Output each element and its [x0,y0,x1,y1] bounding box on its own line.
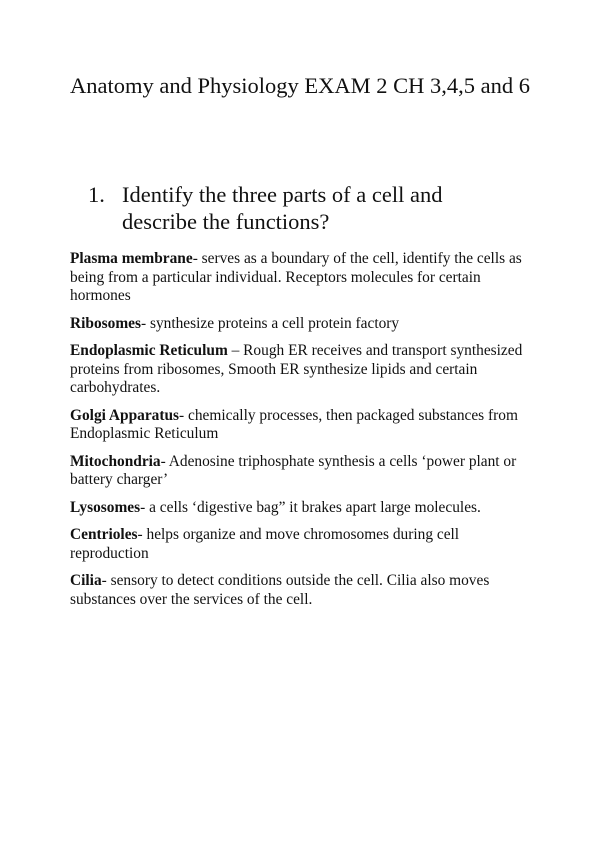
entry-term: Plasma membrane [70,250,193,267]
list-item [70,315,530,334]
list-item [70,407,530,444]
entry-term: Cilia [70,572,102,589]
entry-definition: – Rough ER receives and transport synthesized proteins from ribosomes, Smooth ER synthesize lipids and certain carbohydrates. [70,342,523,396]
document-title: Anatomy and Physiology EXAM 2 CH 3,4,5 and 6 [70,73,530,98]
question-number: 1. [88,182,105,207]
entry-term: Centrioles [70,526,138,543]
list-item [70,526,530,563]
entry-term: Lysosomes [70,498,141,516]
list-item [70,572,530,609]
question-heading [88,181,508,235]
entry-term: Golgi Apparatus [70,406,180,424]
entry-definition: - a cells ‘digestive bag” it brakes apart large molecules. [140,498,481,516]
entry-definition: - serves as a boundary of the cell, identify the cells as being from a particular individual. Receptors molecules for certain hormones [70,250,522,304]
question-text: Identify the three parts of a cell and describe the functions? [122,182,443,234]
entry-term: Endoplasmic Reticulum [70,342,228,359]
list-item [70,250,530,306]
entry-term: Ribosomes [70,314,141,332]
entry-term: Mitochondria [70,452,161,470]
entry-definition: - chemically processes, then packaged substances from Endoplasmic Reticulum [70,406,518,442]
entry-definition: - sensory to detect conditions outside the cell. Cilia also moves substances over the services of the cell. [70,572,490,608]
cell-parts-list [70,250,530,618]
entry-definition: - Adenosine triphosphate synthesis a cells ‘power plant or battery charger’ [70,452,517,488]
list-item [70,499,530,518]
entry-definition: - helps organize and move chromosomes during cell reproduction [70,526,460,562]
list-item [70,342,530,398]
entry-definition: - synthesize proteins a cell protein factory [140,314,400,332]
list-item [70,453,530,490]
